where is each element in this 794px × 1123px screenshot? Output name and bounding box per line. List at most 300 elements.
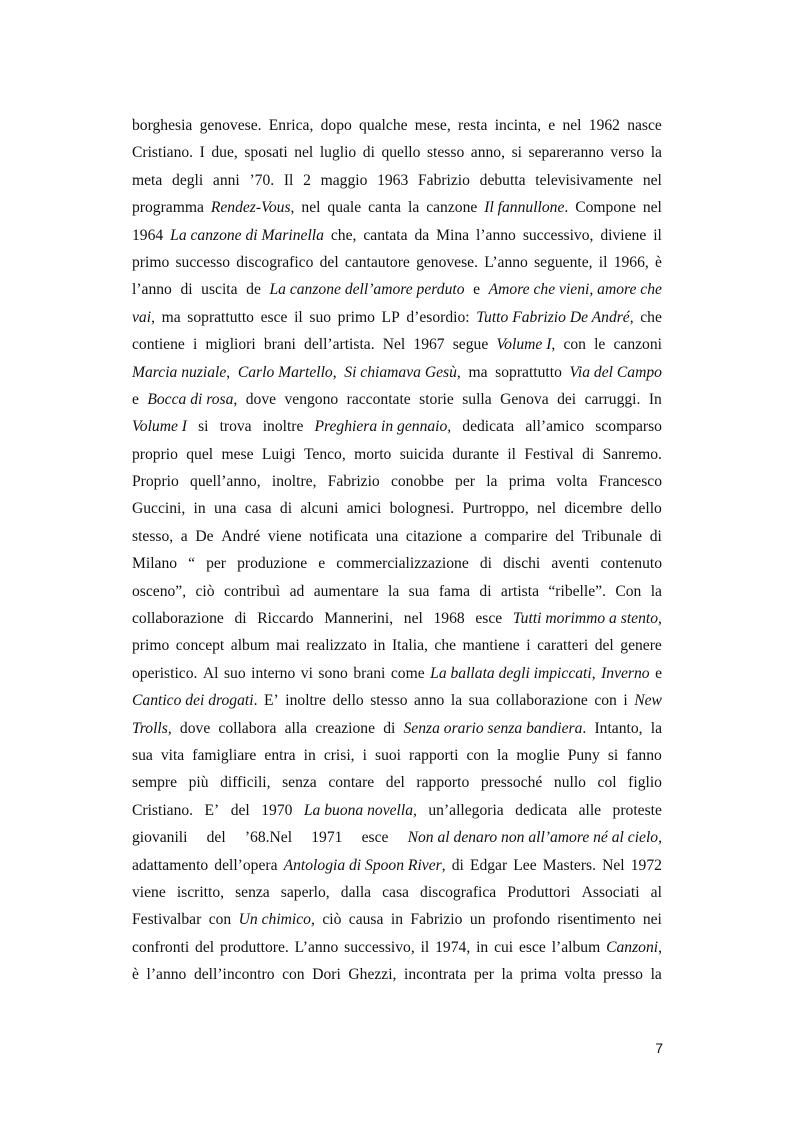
word: primo bbox=[337, 308, 375, 326]
word: viene bbox=[132, 883, 166, 901]
word: dischi bbox=[503, 555, 541, 573]
word: osceno”, bbox=[132, 582, 187, 600]
word-group bbox=[496, 331, 555, 358]
word-group bbox=[649, 386, 662, 413]
word: quale bbox=[327, 199, 362, 217]
italic-title: Trolls bbox=[132, 719, 168, 737]
word: . bbox=[582, 719, 587, 737]
italic-title: Canzoni bbox=[606, 938, 659, 956]
word-group bbox=[391, 906, 403, 933]
word-group bbox=[608, 742, 618, 769]
word-group bbox=[414, 687, 444, 714]
word: comparire bbox=[484, 527, 548, 545]
word-group bbox=[285, 386, 339, 413]
word: alcuni bbox=[300, 500, 339, 518]
word-group bbox=[548, 112, 555, 139]
word: De bbox=[195, 527, 214, 545]
word-group bbox=[195, 934, 214, 961]
word: esce bbox=[475, 610, 503, 628]
word-group bbox=[322, 906, 341, 933]
word-group bbox=[161, 742, 184, 769]
word: brani bbox=[353, 664, 386, 682]
word-group bbox=[497, 742, 508, 769]
word: caratteri bbox=[537, 637, 589, 655]
word-group bbox=[643, 167, 662, 194]
word-group bbox=[205, 797, 220, 824]
word-group bbox=[132, 222, 163, 249]
word-group bbox=[594, 687, 617, 714]
italic-title: Preghiera in gennaio, bbox=[314, 418, 452, 436]
word-group bbox=[426, 194, 477, 221]
word-group bbox=[406, 304, 469, 331]
word: vita bbox=[160, 746, 185, 764]
word: quel bbox=[186, 445, 214, 463]
word: al bbox=[650, 883, 662, 901]
word: canta bbox=[368, 199, 402, 217]
word-group bbox=[198, 413, 208, 440]
word: del bbox=[206, 829, 226, 847]
word-group bbox=[285, 715, 308, 742]
word: collaborazione bbox=[496, 692, 588, 710]
word-group bbox=[132, 523, 173, 550]
word-group bbox=[170, 222, 324, 249]
word-group bbox=[381, 139, 420, 166]
word-group bbox=[239, 906, 315, 933]
word-group bbox=[309, 523, 368, 550]
word: borghesia bbox=[132, 117, 193, 134]
italic-title: La canzone dell’amore perduto bbox=[269, 281, 465, 299]
word-group bbox=[534, 249, 592, 276]
word: morto bbox=[354, 445, 392, 463]
word-group bbox=[434, 605, 465, 632]
word: alle bbox=[578, 801, 602, 819]
word: Cristiano. bbox=[132, 801, 194, 819]
word: Proprio bbox=[132, 473, 179, 491]
word: sposati bbox=[244, 144, 288, 162]
word: i bbox=[623, 692, 628, 710]
word: primo bbox=[132, 253, 170, 271]
body-paragraph bbox=[132, 112, 662, 989]
word-group bbox=[246, 276, 261, 303]
word-group bbox=[430, 660, 595, 687]
word: Festival bbox=[524, 445, 574, 463]
word: aventi bbox=[551, 555, 590, 573]
word: e bbox=[318, 555, 326, 573]
word: sono bbox=[318, 664, 348, 682]
word-group bbox=[509, 468, 545, 495]
word-group bbox=[187, 304, 254, 331]
word-group bbox=[651, 715, 662, 742]
word: la bbox=[450, 692, 463, 710]
word: Edgar bbox=[469, 856, 508, 874]
word-group bbox=[653, 222, 662, 249]
text-line bbox=[132, 797, 662, 824]
italic-title: Volume I bbox=[132, 418, 187, 436]
word: le bbox=[594, 336, 606, 354]
word: profondo bbox=[492, 911, 550, 929]
word-group bbox=[234, 605, 246, 632]
word: Il bbox=[283, 171, 294, 189]
text-line bbox=[132, 222, 662, 249]
word: anno bbox=[414, 692, 445, 710]
word: di bbox=[234, 610, 247, 628]
word-group bbox=[294, 139, 313, 166]
word: Cristiano. bbox=[132, 144, 194, 162]
word: due, bbox=[211, 144, 238, 162]
word-group bbox=[363, 222, 407, 249]
word-group bbox=[519, 934, 546, 961]
word-group bbox=[404, 961, 466, 988]
word: L’anno bbox=[484, 253, 528, 271]
word-group bbox=[409, 742, 458, 769]
word: il bbox=[420, 938, 430, 956]
word: come bbox=[390, 664, 425, 682]
word-group bbox=[563, 331, 586, 358]
word: prima bbox=[520, 966, 557, 984]
word-group bbox=[579, 797, 602, 824]
word: stesso bbox=[370, 692, 408, 710]
word: produzione bbox=[237, 555, 308, 573]
word-group bbox=[537, 495, 556, 522]
word-group bbox=[132, 550, 177, 577]
word: si bbox=[198, 418, 209, 436]
word: contare bbox=[328, 774, 375, 792]
word: suo bbox=[309, 308, 332, 326]
word-group bbox=[470, 852, 507, 879]
word: dedicata bbox=[515, 801, 568, 819]
word-group bbox=[463, 632, 520, 659]
word-group bbox=[471, 139, 505, 166]
word-group bbox=[568, 742, 600, 769]
word: Genova bbox=[500, 390, 549, 408]
word: , bbox=[591, 664, 596, 682]
word-group bbox=[462, 386, 491, 413]
word-group bbox=[643, 906, 662, 933]
word: Purtroppo, bbox=[462, 500, 529, 518]
word: e bbox=[473, 281, 481, 299]
word-group bbox=[370, 687, 407, 714]
word-group bbox=[245, 824, 292, 851]
word: durante bbox=[452, 445, 499, 463]
word-group bbox=[575, 194, 636, 221]
word-group bbox=[341, 879, 371, 906]
word-group bbox=[218, 715, 276, 742]
word-group bbox=[344, 934, 415, 961]
word: ciò bbox=[195, 582, 215, 600]
word-group bbox=[268, 523, 302, 550]
word-group bbox=[594, 715, 642, 742]
word-group bbox=[388, 578, 399, 605]
word: Milano bbox=[132, 555, 178, 573]
word: incontrata bbox=[404, 966, 467, 984]
word-group bbox=[318, 660, 347, 687]
word-group bbox=[631, 495, 662, 522]
word: Tenco, bbox=[303, 445, 346, 463]
word-group bbox=[513, 605, 662, 632]
word-group bbox=[551, 550, 589, 577]
word-group bbox=[555, 523, 574, 550]
word: un’allegoria bbox=[428, 801, 504, 819]
word: dello bbox=[630, 500, 662, 518]
word: la bbox=[650, 582, 662, 600]
word-group bbox=[420, 879, 496, 906]
word: produttore. bbox=[219, 938, 289, 956]
word-group bbox=[480, 550, 492, 577]
word: il bbox=[294, 308, 303, 326]
word-group bbox=[595, 632, 614, 659]
word: Italia, bbox=[391, 637, 428, 655]
word: mai bbox=[276, 637, 300, 655]
word: e bbox=[132, 390, 139, 408]
word: dalla bbox=[340, 883, 372, 901]
word-group bbox=[392, 632, 428, 659]
text-line bbox=[132, 961, 662, 988]
word: fanno bbox=[626, 746, 662, 764]
word: soprattutto bbox=[187, 308, 254, 326]
word-group bbox=[469, 687, 490, 714]
word-group bbox=[582, 879, 640, 906]
word: , bbox=[441, 856, 446, 874]
word: , bbox=[167, 719, 172, 737]
word-group bbox=[525, 413, 584, 440]
word: Mina bbox=[436, 226, 470, 244]
word: dell’incontro bbox=[193, 966, 275, 984]
word-group bbox=[552, 934, 601, 961]
word-group bbox=[470, 906, 486, 933]
word-group bbox=[284, 167, 294, 194]
word: famigliare bbox=[192, 746, 257, 764]
word-group bbox=[304, 797, 417, 824]
word-group bbox=[520, 961, 556, 988]
word: dell’opera bbox=[214, 856, 278, 874]
word-group bbox=[347, 495, 382, 522]
word: contiene bbox=[132, 336, 185, 354]
word: “ bbox=[188, 555, 196, 573]
word-group bbox=[336, 550, 468, 577]
word-group bbox=[601, 660, 650, 687]
word: la bbox=[408, 199, 420, 217]
word: ad bbox=[289, 582, 305, 600]
word: Festivalbar bbox=[132, 911, 202, 929]
word-group bbox=[285, 687, 326, 714]
word: di bbox=[383, 719, 396, 737]
word-group bbox=[304, 742, 316, 769]
word-group bbox=[631, 852, 662, 879]
word-group bbox=[132, 578, 186, 605]
word: per bbox=[474, 966, 494, 984]
word-group bbox=[132, 660, 197, 687]
word-group bbox=[603, 961, 643, 988]
word: inoltre bbox=[262, 418, 304, 436]
word-group bbox=[214, 495, 237, 522]
text-line bbox=[132, 112, 662, 139]
word-group bbox=[269, 276, 464, 303]
word-group bbox=[408, 194, 419, 221]
word-group bbox=[556, 468, 587, 495]
word-group bbox=[132, 304, 155, 331]
word: 1970 bbox=[261, 801, 293, 819]
word: per bbox=[206, 555, 227, 573]
italic-title: Cantico dei drogati bbox=[132, 692, 254, 710]
word: Ghezzi, bbox=[348, 966, 397, 984]
word-group bbox=[535, 167, 633, 194]
italic-title: Senza orario senza bandiera bbox=[403, 719, 583, 737]
word-group bbox=[132, 167, 162, 194]
word-group bbox=[643, 194, 662, 221]
word: L’anno bbox=[294, 938, 339, 956]
word-group bbox=[132, 468, 179, 495]
word: Associati bbox=[581, 883, 640, 901]
text-line bbox=[132, 660, 662, 687]
word: soprattutto bbox=[495, 363, 562, 381]
word: suoi bbox=[375, 746, 401, 764]
word-group bbox=[415, 112, 451, 139]
word-group bbox=[349, 906, 384, 933]
word: i bbox=[526, 637, 531, 655]
word-group bbox=[628, 769, 662, 796]
word-group bbox=[147, 961, 187, 988]
word: incinta, bbox=[494, 117, 542, 134]
word: dopo bbox=[320, 117, 352, 134]
word: E’ bbox=[204, 801, 220, 819]
word: dei bbox=[557, 390, 577, 408]
word-group bbox=[262, 441, 296, 468]
word: difficili, bbox=[220, 774, 271, 792]
word: raccontate bbox=[346, 390, 411, 408]
text-line bbox=[132, 276, 662, 303]
italic-title: Un chimico bbox=[238, 911, 311, 929]
word: di bbox=[180, 281, 193, 299]
italic-title: Inverno bbox=[601, 664, 650, 682]
word: cui bbox=[494, 938, 514, 956]
word-group bbox=[476, 934, 488, 961]
word-group bbox=[132, 632, 169, 659]
word-group bbox=[503, 550, 540, 577]
word: segue bbox=[452, 336, 489, 354]
word-group bbox=[214, 852, 277, 879]
word-group bbox=[345, 249, 410, 276]
word: . bbox=[564, 199, 569, 217]
word: inoltre bbox=[285, 692, 326, 710]
word: fama bbox=[438, 582, 471, 600]
word-group bbox=[132, 249, 169, 276]
word-group bbox=[363, 742, 367, 769]
word: ciò bbox=[322, 911, 342, 929]
word-group bbox=[192, 742, 256, 769]
word-group bbox=[410, 906, 462, 933]
word-group bbox=[213, 167, 240, 194]
italic-title: Via del Campo bbox=[569, 363, 662, 381]
text-line bbox=[132, 523, 662, 550]
word: storie bbox=[419, 390, 454, 408]
word: si bbox=[511, 144, 522, 162]
word-group bbox=[655, 660, 662, 687]
word-group bbox=[132, 276, 172, 303]
word-group bbox=[205, 331, 255, 358]
word-group bbox=[462, 413, 514, 440]
word-group bbox=[327, 194, 361, 221]
word-group bbox=[404, 605, 423, 632]
word: brani bbox=[263, 336, 296, 354]
word: uscita bbox=[201, 281, 238, 299]
word-group bbox=[221, 523, 260, 550]
word: suicida bbox=[399, 445, 444, 463]
word: l’anno bbox=[146, 966, 187, 984]
word: di bbox=[279, 500, 293, 518]
word: i bbox=[192, 336, 198, 354]
word: viene bbox=[267, 527, 302, 545]
word-group bbox=[312, 961, 341, 988]
word: , bbox=[456, 363, 461, 381]
word: resta bbox=[458, 117, 488, 134]
word: I bbox=[199, 144, 205, 162]
word: che bbox=[640, 308, 662, 326]
text-line bbox=[132, 413, 662, 440]
word: ma bbox=[161, 308, 181, 326]
word: presso bbox=[603, 966, 643, 984]
word: proteste bbox=[612, 801, 662, 819]
word: E’ bbox=[264, 692, 279, 710]
word-group bbox=[301, 660, 313, 687]
word-group bbox=[486, 468, 497, 495]
word: mese, bbox=[414, 117, 451, 134]
word: in bbox=[303, 746, 316, 764]
word-group bbox=[180, 276, 192, 303]
word: dedicata bbox=[462, 418, 515, 436]
word-group bbox=[513, 852, 536, 879]
word: commercializzazione bbox=[336, 555, 469, 573]
word-group bbox=[207, 824, 226, 851]
italic-title: New bbox=[634, 692, 662, 710]
word: iscritto, bbox=[176, 883, 225, 901]
word: la bbox=[501, 966, 513, 984]
word: , bbox=[658, 938, 662, 956]
word: successo bbox=[175, 253, 231, 271]
word-group bbox=[434, 632, 456, 659]
word: confronti bbox=[132, 938, 190, 956]
word-group bbox=[468, 359, 487, 386]
word: , bbox=[226, 363, 231, 381]
word: l’anno bbox=[476, 226, 516, 244]
word: quello bbox=[381, 144, 421, 162]
word: sua bbox=[132, 746, 153, 764]
word: casa bbox=[382, 883, 409, 901]
word-group bbox=[368, 194, 401, 221]
word-group bbox=[562, 112, 581, 139]
word-group bbox=[613, 797, 662, 824]
word: è bbox=[132, 966, 139, 984]
word-group bbox=[473, 276, 480, 303]
word: diviene bbox=[600, 226, 647, 244]
word-group bbox=[421, 934, 430, 961]
word: dove bbox=[245, 390, 277, 408]
word: saperlo, bbox=[280, 883, 330, 901]
word-group bbox=[515, 797, 567, 824]
word: de bbox=[246, 281, 261, 299]
word-group bbox=[655, 249, 662, 276]
word: 1964 bbox=[132, 226, 164, 244]
text-line bbox=[132, 578, 662, 605]
word-group bbox=[321, 112, 352, 139]
italic-title: Il fannullone bbox=[484, 199, 565, 217]
word-group bbox=[333, 687, 364, 714]
text-line bbox=[132, 249, 662, 276]
word-group bbox=[507, 441, 516, 468]
italic-title: Tutto Fabrizio De André bbox=[476, 308, 630, 326]
word-group bbox=[651, 879, 662, 906]
word-group bbox=[263, 413, 304, 440]
word: Produttori bbox=[507, 883, 571, 901]
